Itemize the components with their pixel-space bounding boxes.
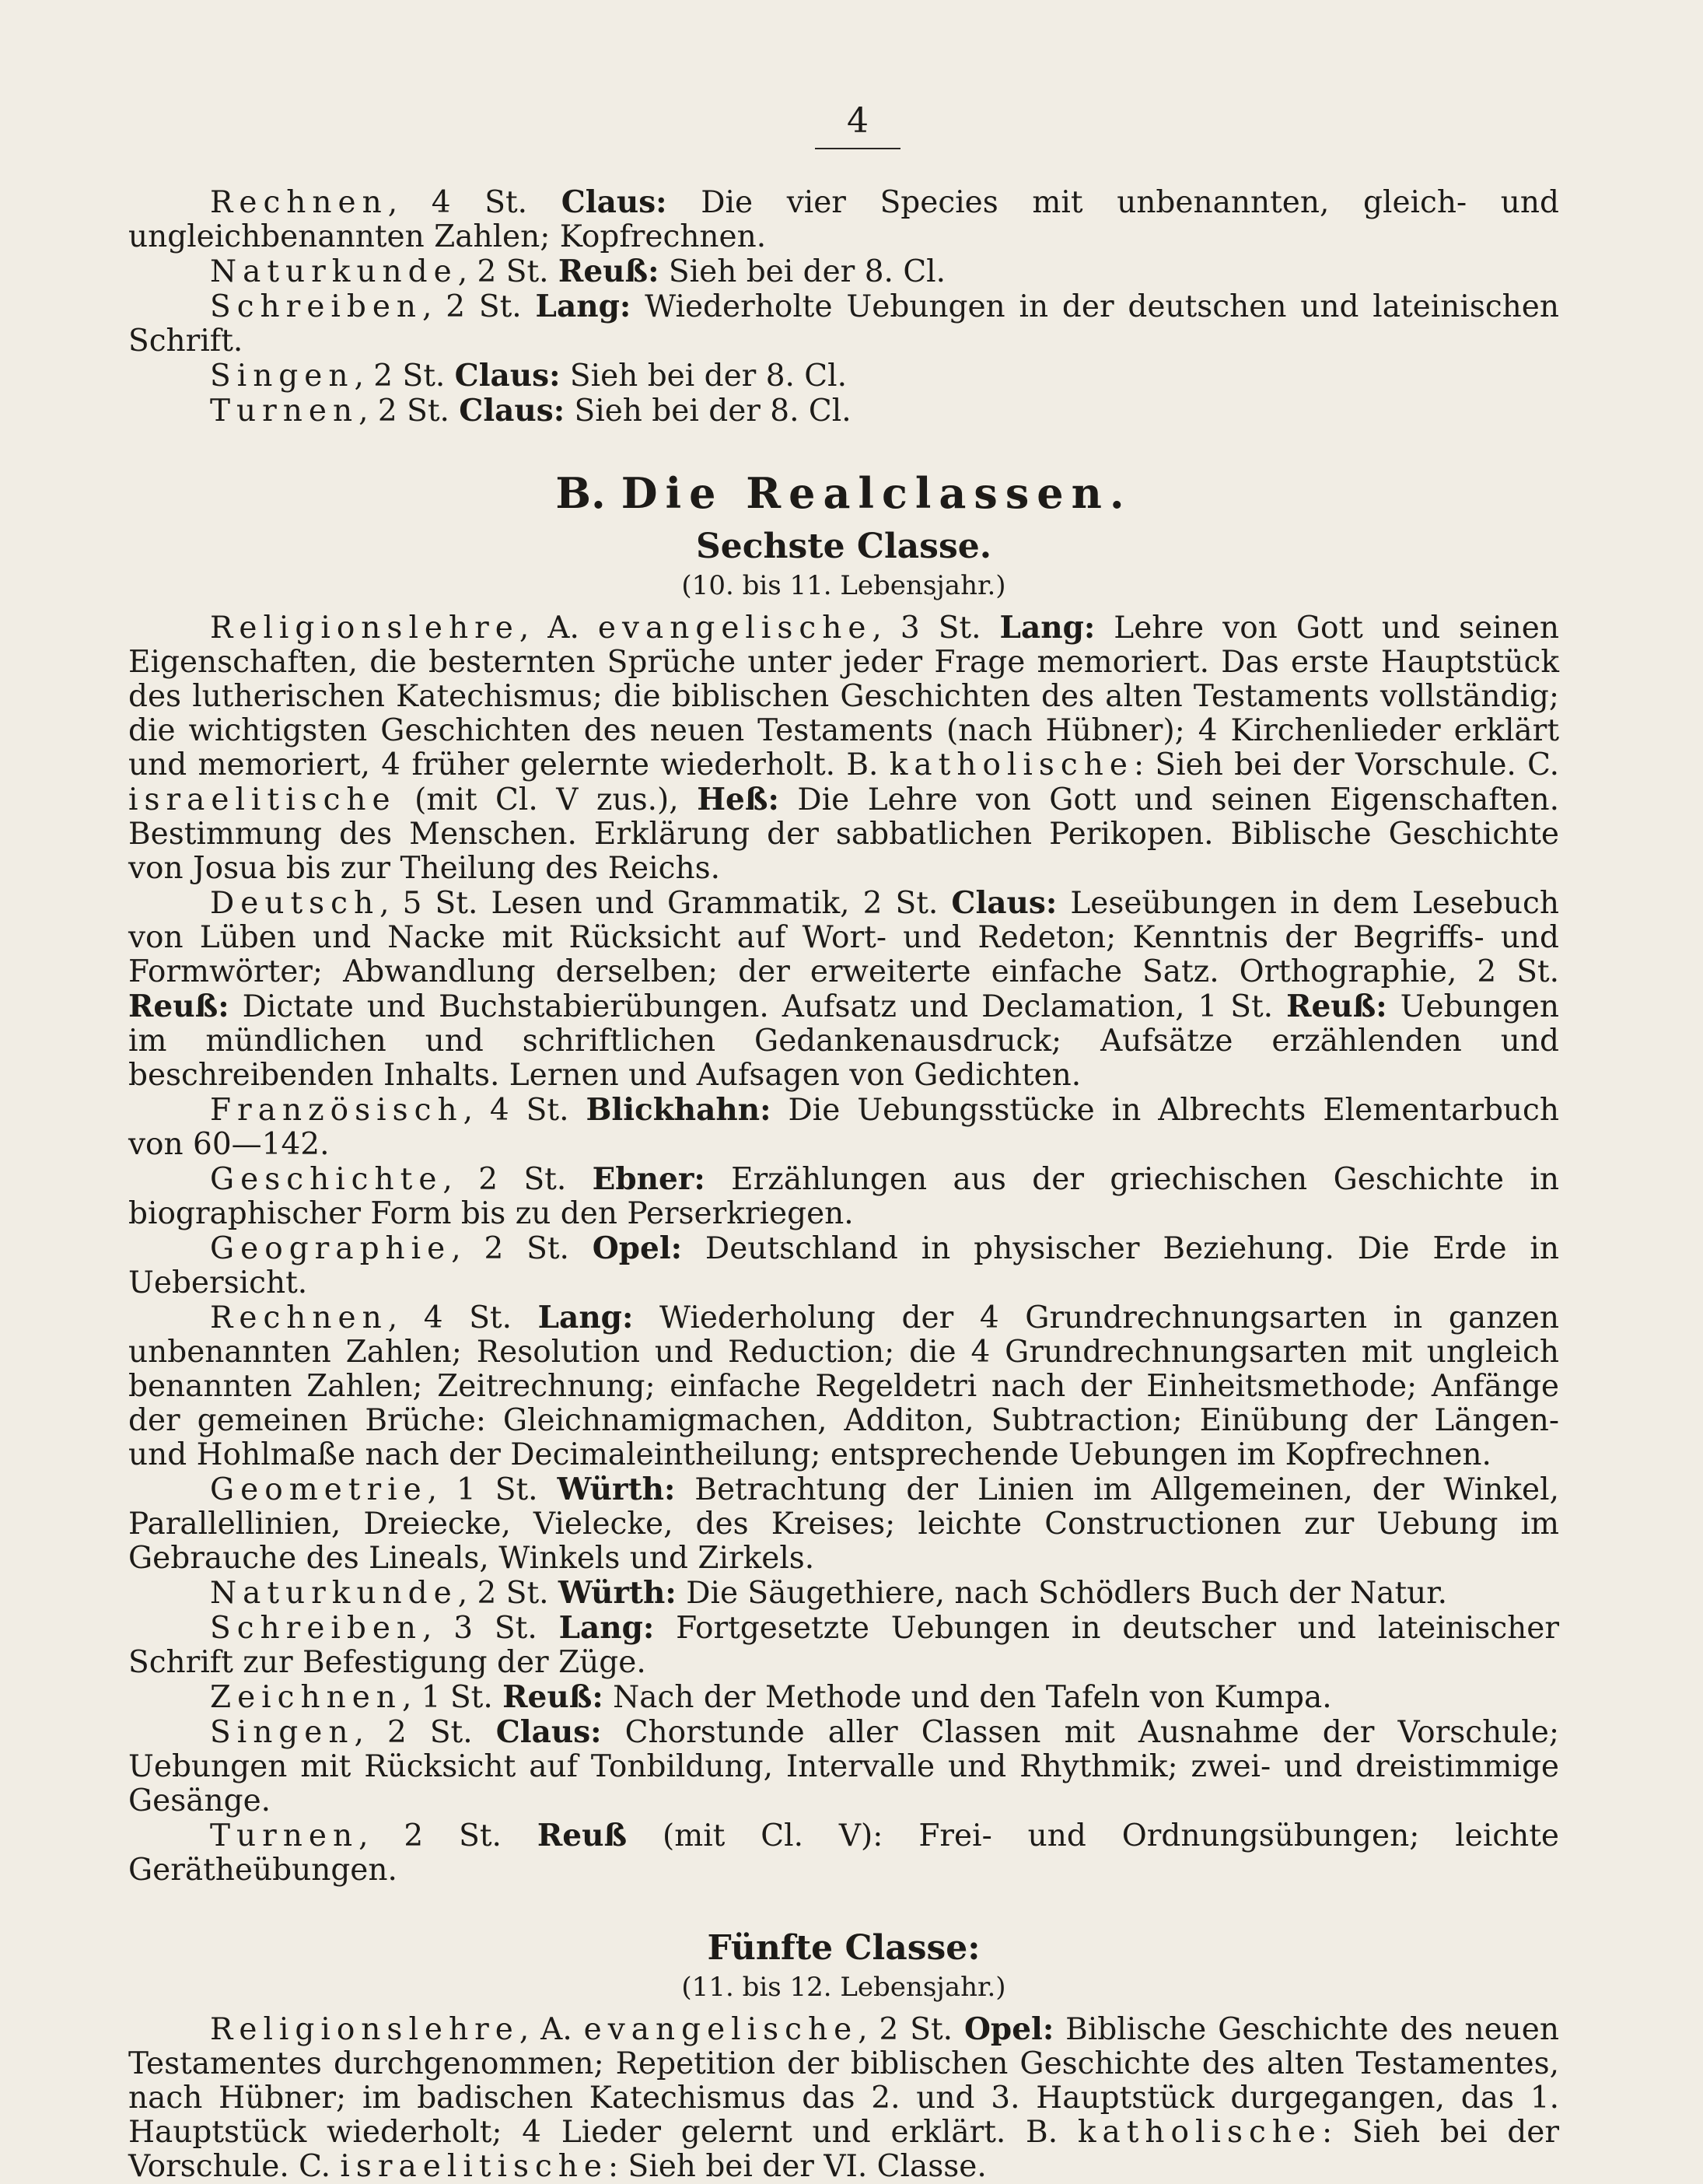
class-title-sechste: Sechste Classe.: [695, 527, 992, 566]
text-run: : Sieh bei der Vorschule. C.: [128, 2115, 1559, 2184]
text-run: (mit Cl. V zus.),: [396, 782, 698, 817]
hours-text: , 2 St.: [422, 289, 536, 324]
paragraph-franzoesisch-6: [128, 1093, 1559, 1162]
subject-label: Naturkunde: [210, 254, 458, 289]
teacher-name: Opel:: [592, 1230, 683, 1266]
confession-label: evangelische: [597, 611, 872, 646]
subject-label: Geometrie: [210, 1472, 428, 1507]
subject-label: Turnen: [210, 1818, 359, 1853]
text-run: Lehre von Gott und seinen Eigenschaften, die besternten Sprüche unter jeder Frage memoriert. Das erste Hauptstück des lutherischen Katechismus; die biblischen Geschichten des alten Testaments vollständig; die wichtigsten Geschichten des neuen Testaments (nach Hübner); 4 Kirchenlieder erklärt und memoriert, 4 früher gelernte wiederholt. B.: [128, 611, 1559, 782]
hours-text: , 2 St.: [457, 1576, 558, 1611]
teacher-name: Lang:: [558, 1610, 655, 1646]
subject-label: Geschichte: [210, 1162, 443, 1197]
text-run: Uebungen im mündlichen und schriftlichen Gedankenausdruck; Aufsätze erzählenden und beschreibenden Inhalts. Lernen und Aufsagen von Gedichten.: [128, 989, 1559, 1093]
teacher-name: Claus:: [454, 358, 561, 394]
subject-label: Geographie: [210, 1231, 452, 1266]
paragraph-schreiben-top: [128, 289, 1559, 359]
paragraph-text: Sieh bei der 8. Cl.: [565, 394, 852, 429]
paragraph-rechnen-top: [128, 185, 1559, 254]
teacher-name: Blickhahn:: [586, 1092, 771, 1128]
teacher-name: Opel:: [963, 2011, 1054, 2047]
paragraph-singen-top: [128, 359, 1559, 394]
confession-label: israelitische: [340, 2149, 608, 2184]
teacher-name: Reuß: [537, 1818, 628, 1853]
subject-label: Naturkunde: [210, 1576, 458, 1611]
subject-label: Schreiben: [210, 289, 423, 324]
paragraph-text: Chorstunde aller Classen mit Ausnahme der Vorschule; Uebungen mit Rücksicht auf Tonbildung, Intervalle und Rhythmik; zwei- und dreistimmige Gesänge.: [128, 1715, 1560, 1818]
hours-text: , 2 St.: [354, 359, 455, 394]
confession-label: katholische: [889, 747, 1134, 782]
text-run: , 2 St.: [858, 2012, 964, 2047]
hours-text: , 2 St.: [354, 1715, 496, 1750]
paragraph-text: Die vier Species mit unbenannten, gleich- und ungleichbenannten Zahlen; Kopfrechnen.: [128, 185, 1560, 254]
paragraph-naturkunde-6: [128, 1576, 1559, 1611]
paragraph-text: Betrachtung der Linien im Allgemeinen, der Winkel, Parallellinien, Dreiecke, Vielecke, des Kreises; leichte Constructionen zur Uebung im Gebrauche des Lineals, Winkels und Zirkels.: [128, 1472, 1560, 1576]
subject-label: Rechnen: [210, 185, 388, 220]
paragraph-singen-6: [128, 1715, 1559, 1818]
teacher-name: Reuß:: [128, 989, 229, 1024]
text-run: , A.: [519, 611, 598, 646]
section-heading: [128, 467, 1559, 519]
paragraph-text: Nach der Methode und den Tafeln von Kumpa.: [603, 1680, 1332, 1715]
teacher-name: Ebner:: [592, 1161, 705, 1197]
section-letter: B.: [555, 468, 606, 518]
paragraph-turnen-top: [128, 394, 1559, 429]
class-age-sechste: (10. bis 11. Lebensjahr.): [681, 570, 1006, 601]
text-run: : Sieh bei der VI. Classe.: [608, 2149, 987, 2184]
class-age-fuenfte: (11. bis 12. Lebensjahr.): [681, 1972, 1006, 2003]
subject-label: Schreiben: [210, 1611, 423, 1646]
subject-label: Französisch: [210, 1093, 463, 1128]
paragraph-text: Erzählungen aus der griechischen Geschichte in biographischer Form bis zu den Perserkriegen.: [128, 1162, 1559, 1231]
paragraph-zeichnen-6: [128, 1680, 1559, 1715]
spacer: [128, 1888, 1559, 1922]
paragraph-rechnen-6: [128, 1300, 1559, 1472]
teacher-name: Lang:: [535, 289, 631, 324]
hours-text: , 1 St.: [401, 1680, 503, 1715]
paragraph-text: Die Uebungsstücke in Albrechts Elementarbuch von 60—142.: [128, 1093, 1560, 1162]
text-run: : Sieh bei der Vorschule. C.: [1133, 747, 1559, 782]
teacher-name: Reuß:: [558, 254, 659, 289]
paragraph-text: Wiederholte Uebungen in der deutschen und lateinischen Schrift.: [128, 289, 1560, 359]
subject-label: Zeichnen: [210, 1680, 402, 1715]
text-run: Biblische Geschichte des neuen Testamentes durchgenommen; Repetition der biblischen Geschichte des alten Testamentes, nach Hübner; im badischen Katechismus das 2. und 3. Hauptstück durgegangen, das 1. Hauptstück wiederholt; 4 Lieder gelernt und erklärt. B.: [128, 2012, 1559, 2150]
teacher-name: Würth:: [557, 1472, 676, 1507]
teacher-name: Claus:: [495, 1714, 602, 1750]
paragraph-turnen-6: [128, 1818, 1559, 1888]
class-title-fuenfte: Fünfte Classe:: [707, 1928, 981, 1968]
text-run: Die Lehre von Gott und seinen Eigenschaften. Bestimmung des Menschen. Erklärung der sabbatlichen Perikopen. Biblische Geschichte von Josua bis zur Theilung des Reichs.: [128, 782, 1559, 886]
teacher-name: Claus:: [459, 393, 565, 429]
hours-text: , 3 St.: [422, 1611, 559, 1646]
subject-label: Religionslehre: [210, 611, 519, 646]
subject-label: Rechnen: [210, 1300, 388, 1335]
paragraph-religion-5: [128, 2012, 1559, 2184]
page-number: 4: [815, 100, 900, 149]
page-body: [128, 185, 1559, 2184]
hours-text: , 2 St.: [358, 394, 460, 429]
paragraph-schreiben-6: [128, 1611, 1559, 1680]
paragraph-geographie-6: [128, 1231, 1559, 1300]
teacher-name: Heß:: [697, 782, 779, 817]
teacher-name: Reuß:: [1286, 989, 1387, 1024]
paragraph-deutsch-6: [128, 886, 1559, 1093]
paragraph-geometrie-6: [128, 1472, 1559, 1576]
paragraph-text: Fortgesetzte Uebungen in deutscher und lateinischer Schrift zur Befestigung der Züge.: [128, 1611, 1560, 1680]
hours-text: , 1 St.: [427, 1472, 558, 1507]
text-run: , A.: [519, 2012, 584, 2047]
confession-label: katholische: [1077, 2115, 1322, 2150]
subject-label: Turnen: [210, 394, 359, 429]
section-title: Die Realclassen.: [621, 468, 1132, 518]
paragraph-religion-6: [128, 611, 1559, 886]
hours-text: , 4 St.: [463, 1093, 586, 1128]
hours-text: , 2 St.: [358, 1818, 537, 1853]
paragraph-text: Deutschland in physischer Beziehung. Die Erde in Uebersicht.: [128, 1231, 1560, 1300]
text-run: , 5 St. Lesen und Grammatik, 2 St.: [379, 886, 952, 921]
hours-text: , 4 St.: [387, 1300, 538, 1335]
teacher-name: Lang:: [999, 610, 1096, 646]
paragraph-geschichte-6: [128, 1162, 1559, 1231]
subject-label: Religionslehre: [210, 2012, 519, 2047]
text-run: , 3 St.: [872, 611, 1000, 646]
subject-label: Singen: [210, 359, 355, 394]
teacher-name: Würth:: [558, 1575, 677, 1611]
paragraph-text: Sieh bei der 8. Cl.: [560, 359, 848, 394]
teacher-name: Claus:: [561, 184, 667, 220]
hours-text: , 2 St.: [442, 1162, 593, 1197]
paragraph-text: Die Säugethiere, nach Schödlers Buch der Natur.: [676, 1576, 1448, 1611]
text-run: Leseübungen in dem Lesebuch von Lüben und Nacke mit Rücksicht auf Wort- und Redeton; Kenntnis der Begriffs- und Formwörter; Abwandlung derselben; der erweiterte einfache Satz. Orthographie, 2 St.: [128, 886, 1559, 989]
confession-label: israelitische: [128, 782, 397, 817]
hours-text: , 2 St.: [457, 254, 558, 289]
paragraph-text: Wiederholung der 4 Grundrechnungsarten in ganzen unbenannten Zahlen; Resolution und Reduction; die 4 Grundrechnungsarten mit ungleich benannten Zahlen; Zeitrechnung; einfache Regeldetri nach der Einheitsmethode; Anfänge der gemeinen Brüche: Gleichnamigmachen, Additon, Subtraction; Einübung der Längen- und Hohlmaße nach der Decimaleintheilung; entsprechende Uebungen im Kopfrechnen.: [128, 1300, 1559, 1472]
text-run: Dictate und Buchstabierübungen. Aufsatz und Declamation, 1 St.: [229, 989, 1287, 1024]
hours-text: , 2 St.: [451, 1231, 593, 1266]
subject-label: Singen: [210, 1715, 355, 1750]
teacher-name: Lang:: [537, 1300, 634, 1335]
hours-text: , 4 St.: [387, 185, 561, 220]
confession-label: evangelische: [583, 2012, 858, 2047]
paragraph-text: (mit Cl. V): Frei- und Ordnungsübungen; leichte Gerätheübungen.: [128, 1818, 1560, 1888]
paragraph-naturkunde-top: [128, 254, 1559, 289]
subject-label: Deutsch: [210, 886, 380, 921]
teacher-name: Reuß:: [502, 1679, 603, 1715]
paragraph-text: Sieh bei der 8. Cl.: [659, 254, 946, 289]
teacher-name: Claus:: [951, 885, 1058, 921]
